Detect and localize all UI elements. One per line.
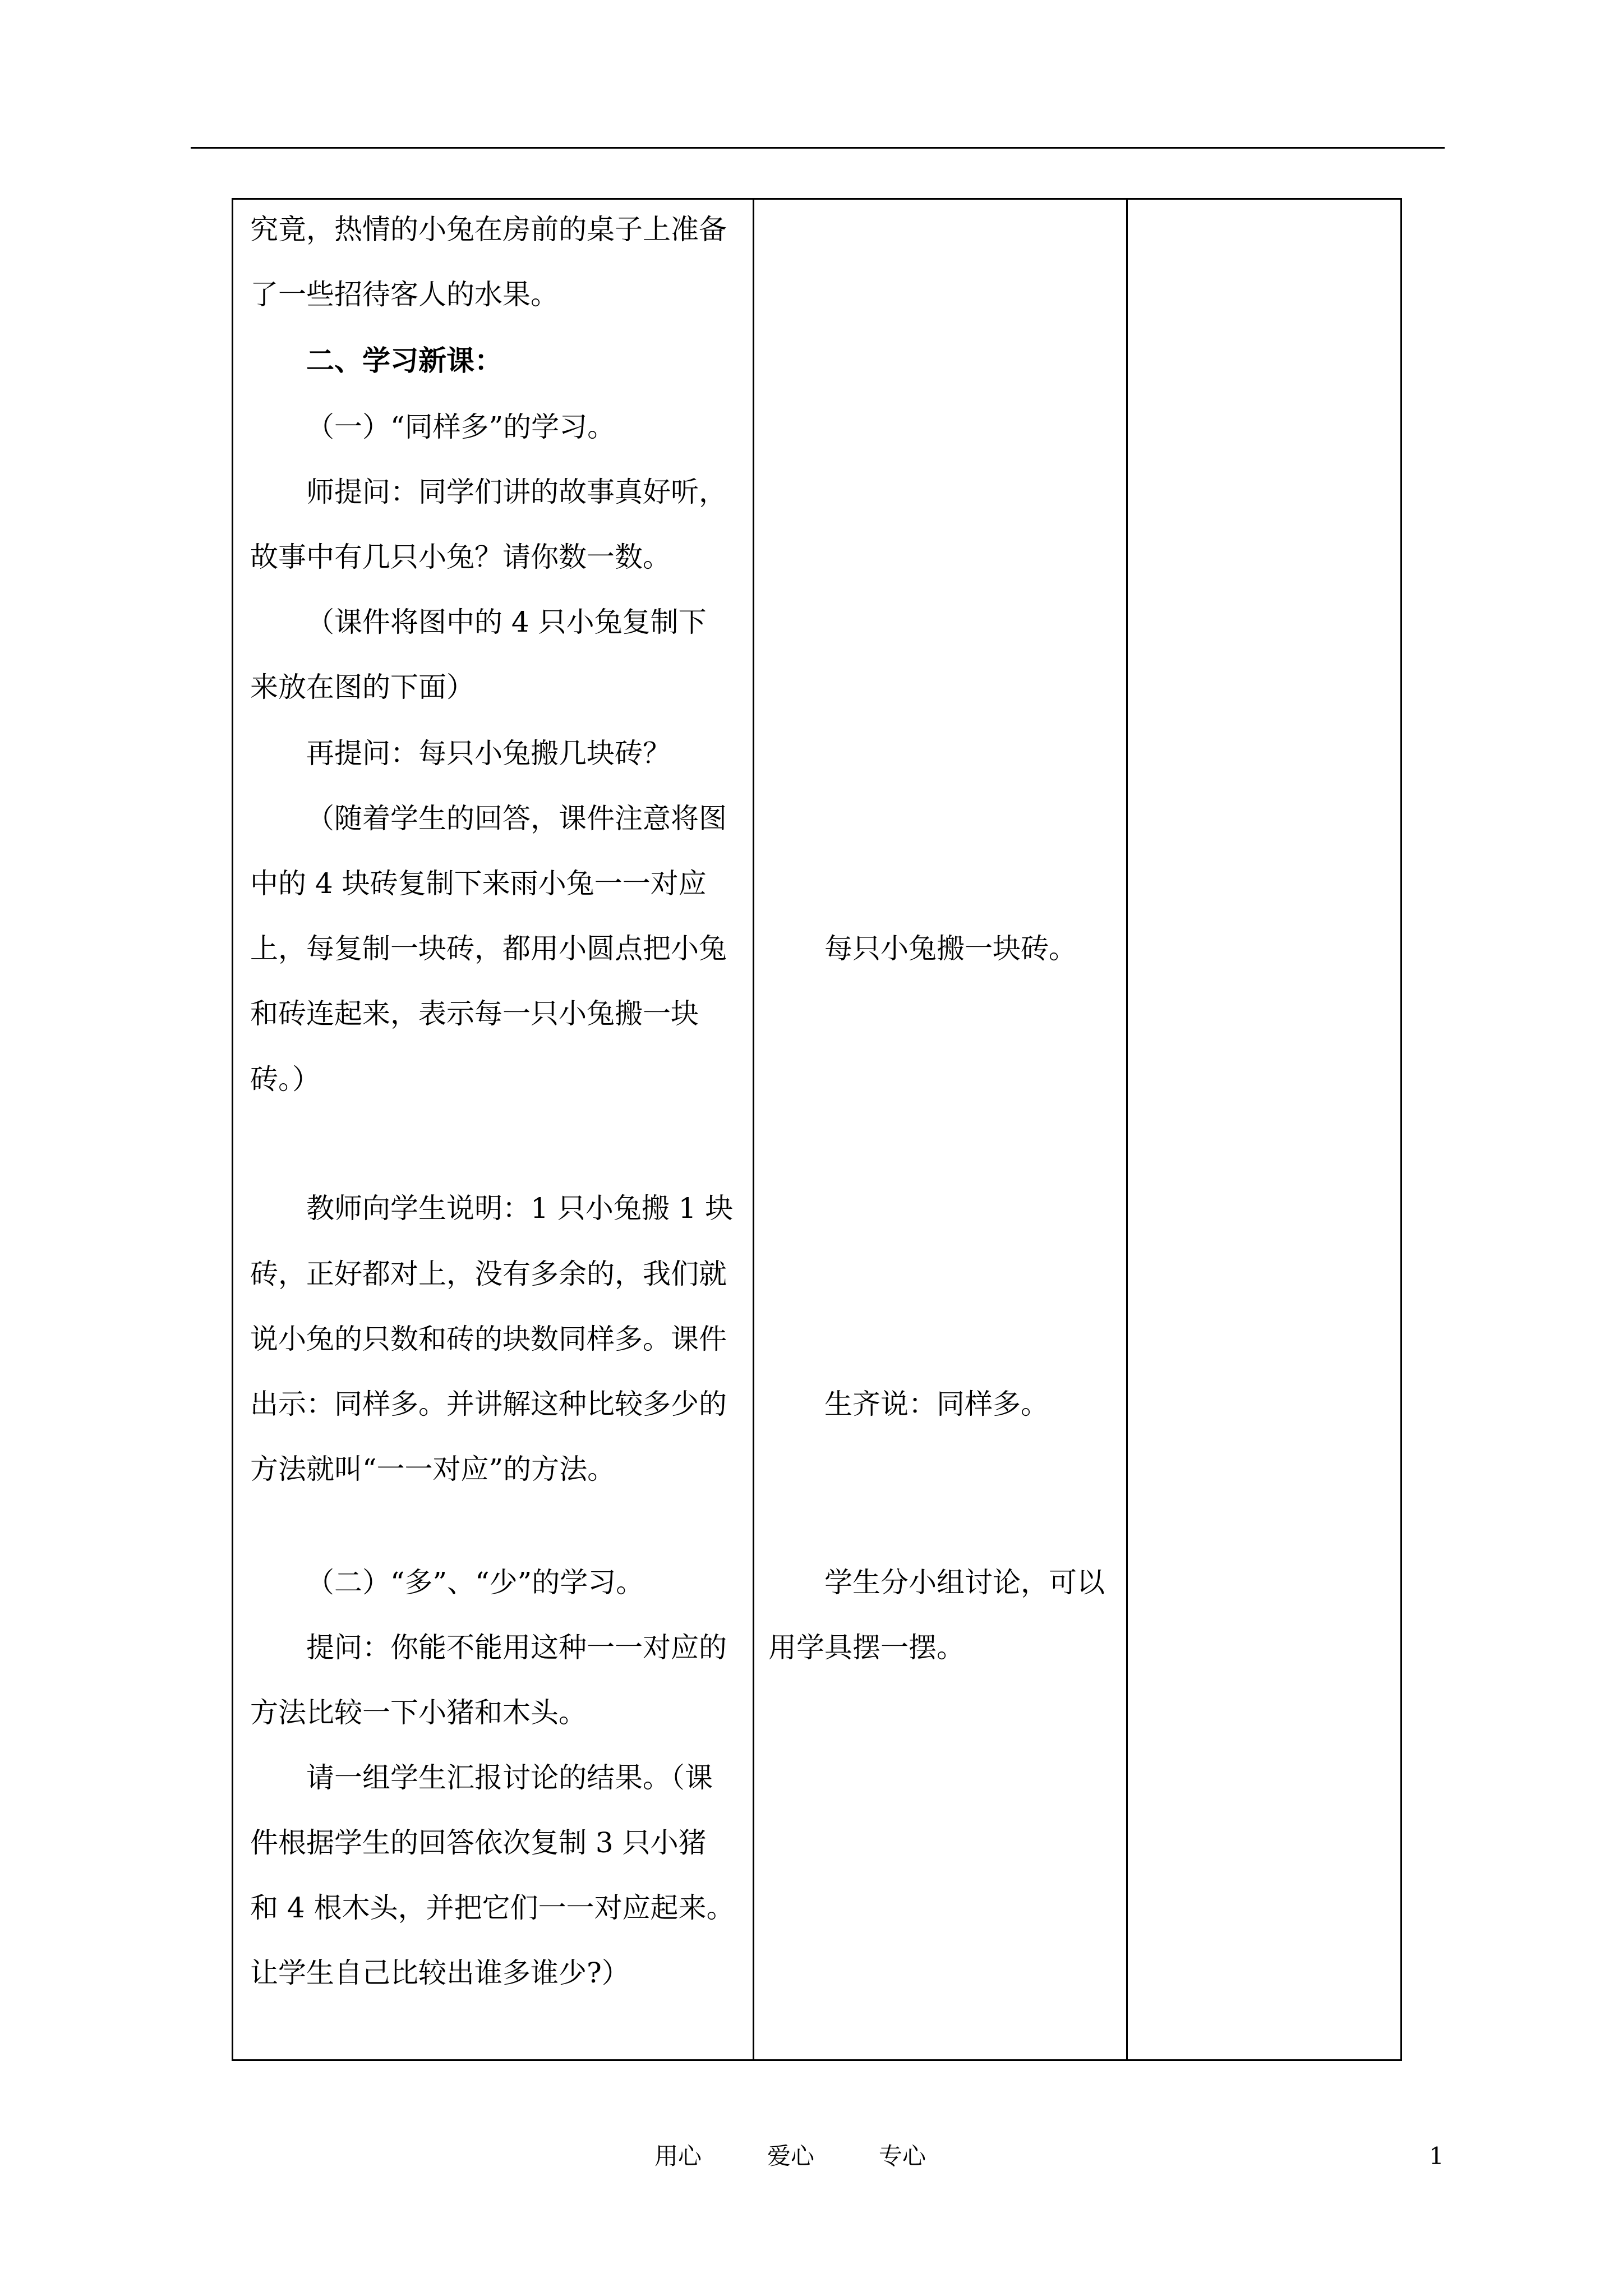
teacher-line: 究竟，热情的小兔在房前的桌子上准备: [250, 213, 727, 246]
teacher-line: 让学生自己比较出谁多谁少?）: [250, 1957, 630, 1989]
footer-motto: 用心: [654, 2142, 702, 2170]
footer-motto: 爱心: [767, 2142, 815, 2170]
teacher-line: 方法比较一下小猪和木头。: [250, 1696, 587, 1729]
teacher-line: 故事中有几只小兔？请你数一数。: [250, 541, 671, 573]
teacher-line: 和 4 根木头，并把它们一一对应起来。: [250, 1892, 735, 1924]
student-line: 每只小兔搬一块砖。: [824, 932, 1077, 965]
teacher-line: 请一组学生汇报讨论的结果。（课: [306, 1761, 713, 1794]
notes-cell: [1128, 200, 1404, 2059]
lesson-plan-table: [232, 198, 1402, 2061]
student-activity-cell: [754, 200, 1126, 2059]
teacher-line: （随着学生的回答，课件注意将图: [306, 802, 727, 835]
teacher-line: 和砖连起来，表示每一只小兔搬一块: [250, 997, 699, 1030]
teacher-line: 砖，正好都对上，没有多余的，我们就: [250, 1258, 727, 1290]
teacher-line: 方法就叫“一一对应”的方法。: [250, 1453, 616, 1485]
student-line: 学生分小组讨论，可以: [824, 1566, 1105, 1599]
header-rule: [191, 147, 1445, 149]
teacher-line: 出示：同样多。并讲解这种比较多少的: [250, 1388, 727, 1420]
teacher-line: 上，每复制一块砖，都用小圆点把小兔: [250, 932, 727, 965]
subsection-heading: （一）“同样多”的学习。: [306, 411, 616, 443]
footer-motto: 专心: [879, 2142, 926, 2170]
teacher-line: （课件将图中的 4 只小兔复制下: [306, 606, 707, 638]
teacher-line: 师提问：同学们讲的故事真好听，: [306, 476, 727, 508]
teacher-line: 提问：你能不能用这种一一对应的: [306, 1631, 727, 1664]
teacher-activity-cell: [233, 200, 753, 2059]
page-number: 1: [1429, 2142, 1444, 2170]
teacher-line: 再提问：每只小兔搬几块砖？: [306, 737, 671, 770]
teacher-line: 砖。）: [250, 1063, 320, 1096]
student-line: 生齐说：同样多。: [824, 1388, 1049, 1420]
teacher-line: 了一些招待客人的水果。: [250, 278, 559, 311]
teacher-line: 来放在图的下面）: [250, 671, 474, 703]
teacher-line: 件根据学生的回答依次复制 3 只小猪: [250, 1826, 707, 1859]
student-line: 用学具摆一摆。: [768, 1631, 965, 1664]
subsection-heading: （二）“多”、“少”的学习。: [306, 1566, 644, 1599]
teacher-line: 说小兔的只数和砖的块数同样多。课件: [250, 1323, 727, 1355]
teacher-line: 教师向学生说明：1 只小兔搬 1 块: [306, 1192, 734, 1225]
teacher-line: 中的 4 块砖复制下来雨小兔一一对应: [250, 867, 707, 900]
section-heading: 二、学习新课：: [306, 344, 502, 377]
